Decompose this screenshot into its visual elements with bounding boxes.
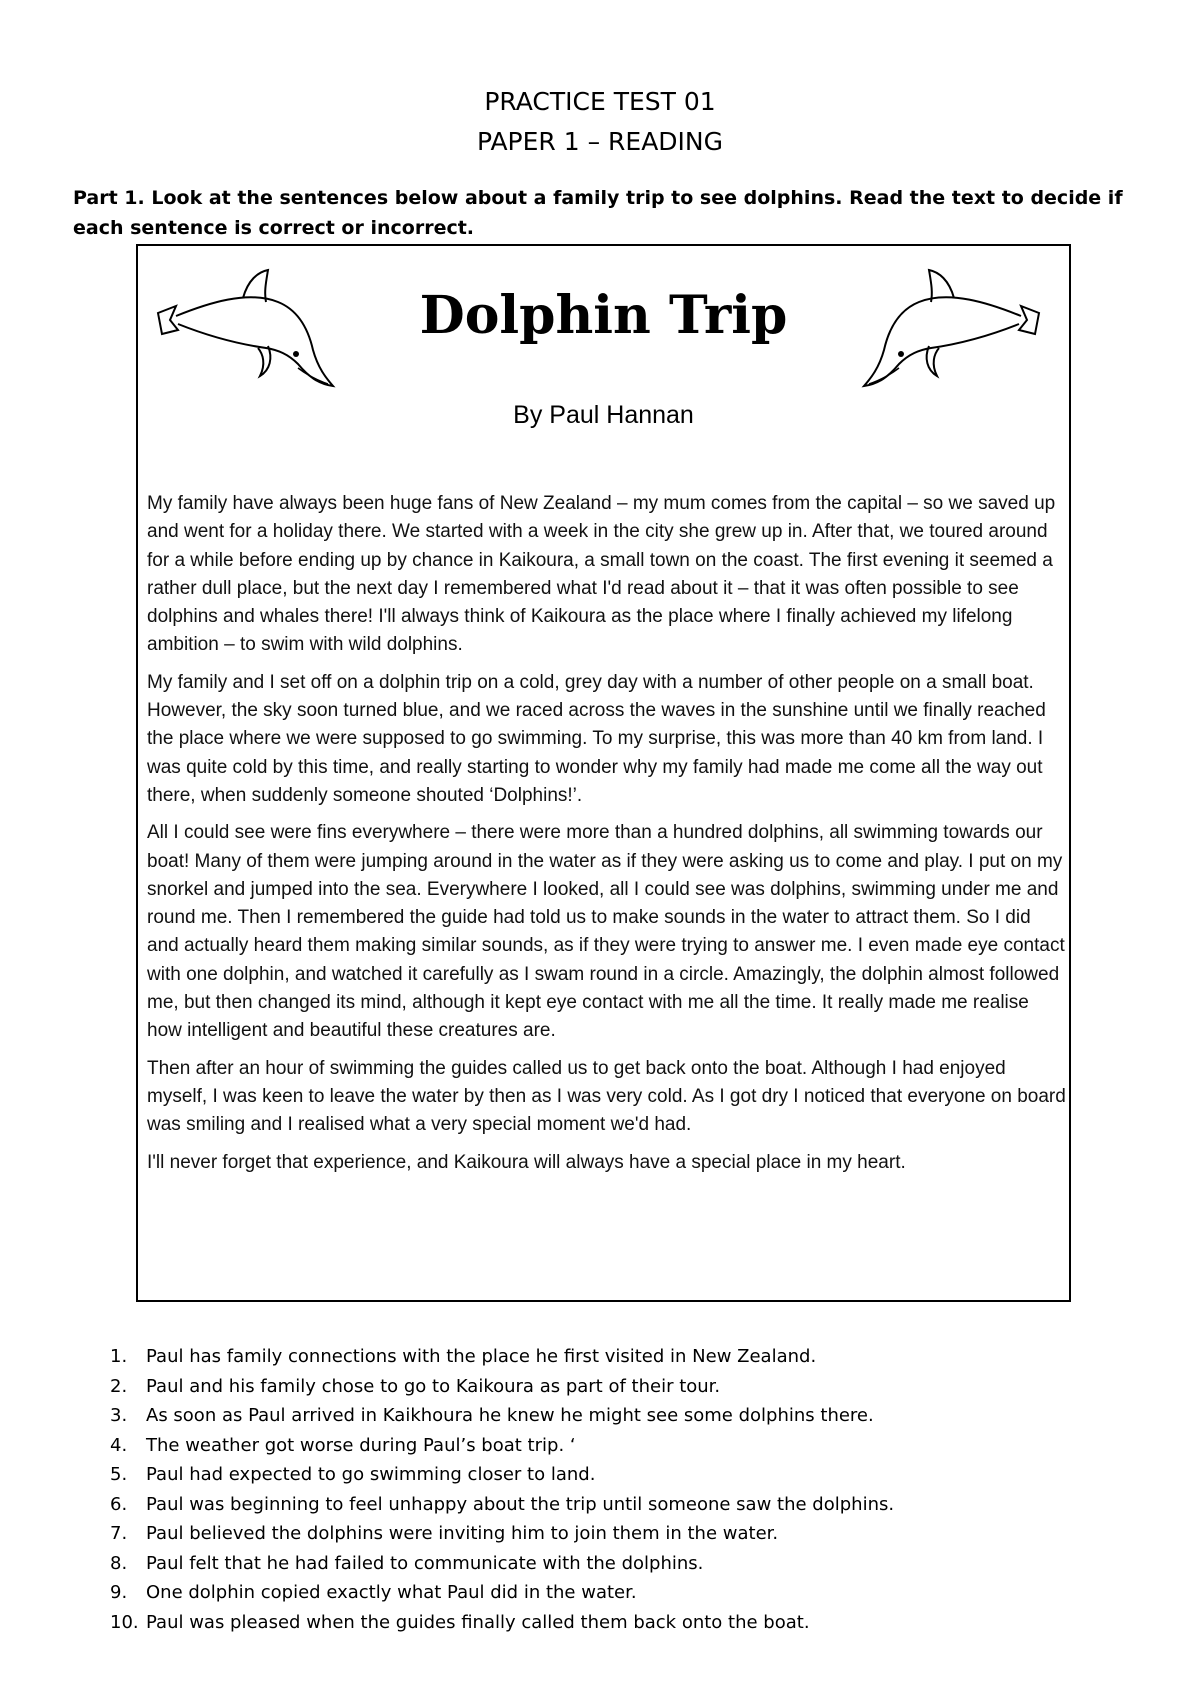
question-number: 6. — [110, 1493, 128, 1515]
paper-title: PAPER 1 – READING — [476, 127, 724, 156]
question-number: 9. — [110, 1582, 128, 1603]
question-number: 7. — [110, 1523, 128, 1544]
question-item — [110, 1401, 1150, 1431]
article-byline: By Paul Hannan — [513, 401, 694, 429]
article-paragraph: I'll never forget that experience, and Kaikoura will always have a special place in my heart. — [147, 1151, 906, 1173]
article-body — [147, 490, 1067, 1186]
question-item — [110, 1342, 1150, 1372]
question-item — [110, 1549, 1150, 1579]
test-title: PRACTICE TEST 01 — [484, 87, 716, 116]
question-item — [110, 1608, 1150, 1638]
question-text: Paul was pleased when the guides finally called them back onto the boat. — [146, 1611, 810, 1633]
question-number: 10. — [110, 1611, 139, 1633]
question-number: 5. — [110, 1464, 128, 1485]
question-text: Paul had expected to go swimming closer to land. — [146, 1464, 596, 1485]
question-item — [110, 1578, 1150, 1608]
page-header — [0, 82, 1200, 162]
question-text: Paul believed the dolphins were inviting him to join them in the water. — [146, 1523, 779, 1544]
question-item — [110, 1490, 1150, 1520]
question-item — [110, 1372, 1150, 1402]
question-list — [110, 1342, 1150, 1637]
question-item — [110, 1460, 1150, 1490]
article-paragraph: My family and I set off on a dolphin trip on a cold, grey day with a number of other people on a small boat. However, the sky soon turned blue, and we raced across the waves in the sunshine until we finally reached the place where we were supposed to go swimming. To my surprise, this was more than 40 km from land. I was quite cold by this time, and really starting to wonder why my family had made me come all the way out there, when suddenly someone shouted ‘Dolphins!’. — [147, 671, 1046, 806]
part-1-instructions: Part 1. Look at the sentences below about a family trip to see dolphins. Read the text to decide if each sentence is correct or incorrect. — [73, 187, 1123, 239]
article-paragraph: My family have always been huge fans of New Zealand – my mum comes from the capital – so we saved up and went for a holiday there. We started with a week in the city she grew up in. After that, we toured around for a while before ending up by chance in Kaikoura, a small town on the coast. The first evening it seemed a rather dull place, but the next day I remembered what I'd read about it – that it was often possible to see dolphins and whales there! I'll always think of Kaikoura as the place where I finally achieved my lifelong ambition – to swim with wild dolphins. — [147, 493, 1056, 656]
question-item — [110, 1431, 1150, 1461]
question-number: 4. — [110, 1434, 128, 1456]
question-number: 2. — [110, 1375, 128, 1397]
question-number: 1. — [110, 1346, 128, 1367]
question-item — [110, 1519, 1150, 1549]
question-number: 3. — [110, 1405, 128, 1426]
question-text: Paul and his family chose to go to Kaikoura as part of their tour. — [146, 1375, 721, 1397]
question-text: Paul has family connections with the place he first visited in New Zealand. — [146, 1346, 817, 1367]
question-text: As soon as Paul arrived in Kaikhoura he knew he might see some dolphins there. — [146, 1405, 874, 1426]
article-paragraph: All I could see were fins everywhere – there were more than a hundred dolphins, all swimming towards our boat! Many of them were jumping around in the water as if they were asking us to come and play. I put on my snorkel and jumped into the sea. Everywhere I looked, all I could see was dolphins, swimming under me and round me. Then I remembered the guide had told us to make sounds in the water to attract them. So I did and actually heard them making similar sounds, as if they were trying to answer me. I even made eye contact with one dolphin, and watched it carefully as I swam round in a circle. Amazingly, the dolphin almost followed me, but then changed its mind, although it kept eye contact with me all the time. It really made me realise how intelligent and beautiful these creatures are. — [147, 822, 1065, 1042]
question-text: Paul was beginning to feel unhappy about the trip until someone saw the dolphins. — [146, 1493, 895, 1515]
article-box — [136, 244, 1071, 1302]
article-title: Dolphin Trip — [419, 285, 788, 346]
article-paragraph: Then after an hour of swimming the guides called us to get back onto the boat. Although I had enjoyed myself, I was keen to leave the water by then as I was very cold. As I got dry I noticed that everyone on board was smiling and I realised what a very special moment we'd had. — [147, 1057, 1066, 1136]
question-text: Paul felt that he had failed to communicate with the dolphins. — [146, 1552, 704, 1574]
question-number: 8. — [110, 1552, 128, 1574]
question-text: The weather got worse during Paul’s boat trip. ‘ — [146, 1434, 576, 1456]
question-text: One dolphin copied exactly what Paul did in the water. — [146, 1582, 637, 1603]
